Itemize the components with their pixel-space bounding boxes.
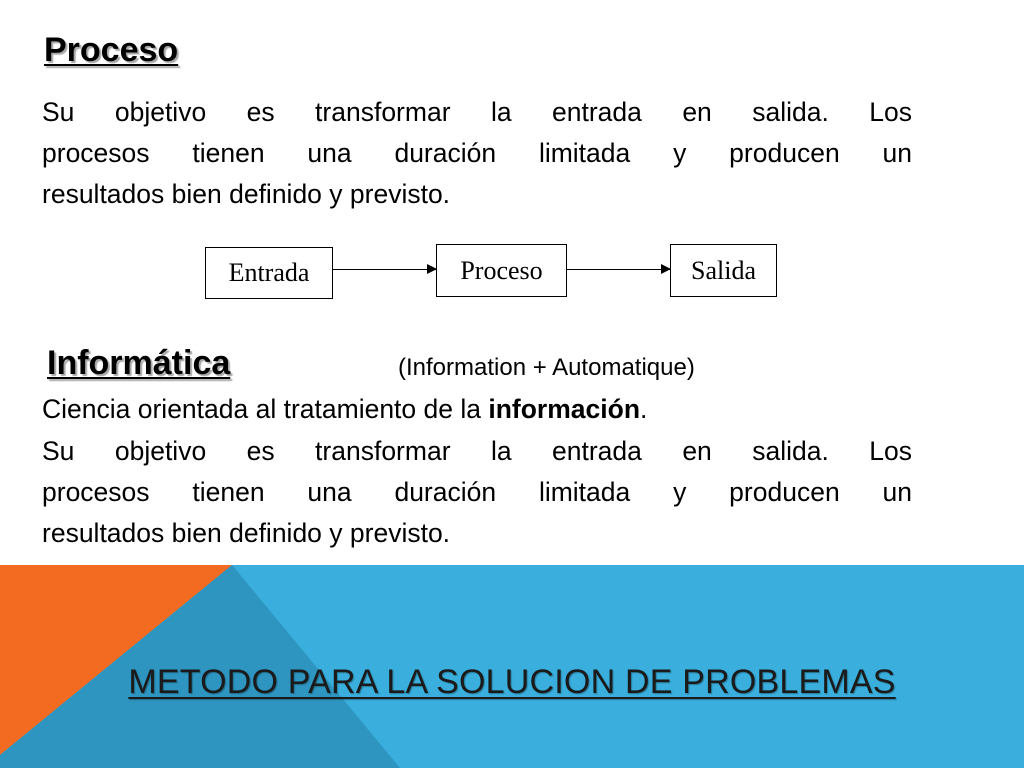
flow-box-entrada: Entrada <box>205 247 333 299</box>
text-line: Su objetivo es transformar la entrada en salida. Los <box>42 97 912 127</box>
flow-arrow-2 <box>567 269 670 270</box>
proceso-description <box>42 92 912 215</box>
text-line: procesos tienen una duración limitada y producen un <box>42 477 912 507</box>
definition-keyword: información <box>488 394 641 424</box>
informatica-definition <box>42 389 912 430</box>
text-line: procesos tienen una duración limitada y producen un <box>42 138 912 168</box>
definition-suffix: . <box>640 394 648 424</box>
flow-box-proceso: Proceso <box>436 244 567 297</box>
footer-title: METODO PARA LA SOLUCION DE PROBLEMAS <box>128 663 896 701</box>
section-title-informatica: Informática <box>47 344 231 382</box>
flow-box-salida: Salida <box>670 244 777 297</box>
definition-prefix: Ciencia orientada al tratamiento de la <box>42 394 489 424</box>
text-line: resultados bien definido y previsto. <box>42 518 451 548</box>
text-line: Su objetivo es transformar la entrada en salida. Los <box>42 436 912 466</box>
informatica-description <box>42 431 912 554</box>
text-line: resultados bien definido y previsto. <box>42 179 451 209</box>
etymology-note: (Information + Automatique) <box>398 354 695 381</box>
flow-arrow-1 <box>333 269 436 270</box>
section-title-proceso: Proceso <box>44 31 179 69</box>
